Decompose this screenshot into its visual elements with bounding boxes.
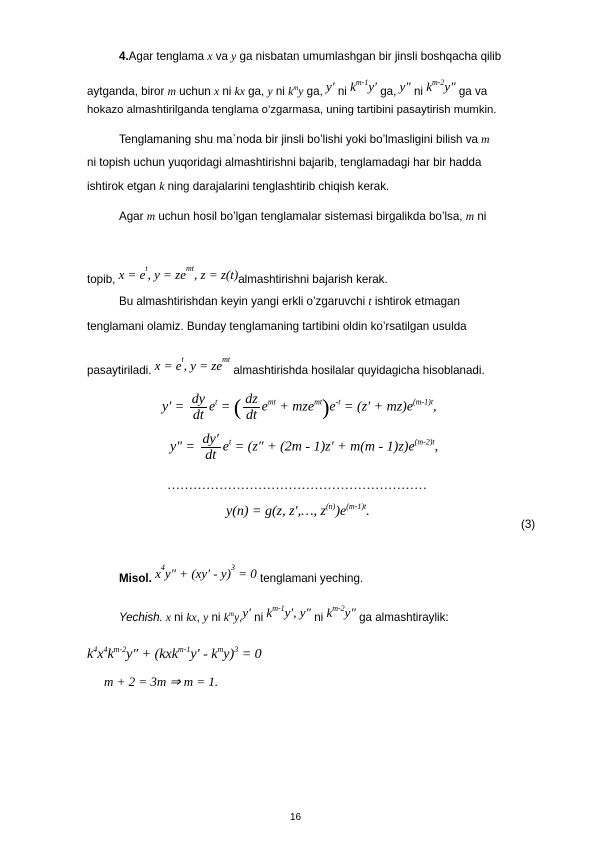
sup: mt <box>222 355 231 364</box>
eq-term: , <box>433 399 437 415</box>
eq-term: y′ - k <box>190 647 218 662</box>
var-y: y <box>203 611 209 624</box>
text: aytganda, biror <box>87 85 168 98</box>
sup: m-2 <box>431 78 445 87</box>
text: ni <box>310 611 327 624</box>
denominator: dt <box>192 408 204 423</box>
sup: (m-2)t <box>414 437 435 447</box>
var-y-double-prime: y″ <box>444 79 456 94</box>
paragraph-1-line-1 <box>119 50 501 64</box>
eq-term: = 0 <box>238 647 262 662</box>
text: topib, <box>87 273 119 286</box>
eq-term: e <box>208 399 216 415</box>
sup: t <box>215 397 218 407</box>
sup: mt <box>267 397 276 407</box>
sup: t <box>145 264 148 273</box>
paragraph-4-line-2: tenglamani olamiz. Bunday tenglamaning tartibini oldin ko’rsatilgan usulda <box>87 320 467 333</box>
var-k: k <box>326 605 333 620</box>
fraction <box>201 432 221 463</box>
eq-term: e <box>261 399 268 415</box>
paragraph-2-line-1 <box>119 133 490 147</box>
equation-1 <box>162 392 437 423</box>
formula: x = e <box>118 267 146 282</box>
formula: x = e <box>154 358 182 373</box>
sup: 4 <box>93 645 98 654</box>
text: , <box>239 611 243 624</box>
var-m: m <box>167 85 176 98</box>
text: ni <box>170 611 187 624</box>
sup: (n) <box>326 502 336 511</box>
sup: m <box>228 610 234 618</box>
sup: (m-1)t <box>413 397 434 407</box>
paragraph-4-line-3 <box>87 353 485 378</box>
var-k: k <box>288 85 294 98</box>
denominator: dt <box>205 448 217 463</box>
eq-lhs: y′ = <box>162 399 185 415</box>
text: ni <box>272 85 289 98</box>
text: ga nisbatan umumlashgan bir jinsli boshqacha qilib <box>236 50 502 63</box>
sup: m-2 <box>332 604 345 613</box>
var-k: k <box>350 79 356 94</box>
sup: mt <box>314 397 323 407</box>
example-line <box>119 561 363 586</box>
paragraph-2-line-2: ni topish uchun yuqoridagi almashtirishni bajarib, tenglamadagi har bir hadda <box>87 156 482 169</box>
equation-3 <box>226 502 370 520</box>
paragraph-1-line-3: hokazo almashtirilganda tenglama o’zgarmasa, uning tartibini pasaytirish mumkin. <box>87 104 497 116</box>
text: Bu almashtirishdan keyin yangi erkli o’zgaruvchi <box>119 295 369 308</box>
var-y-prime: y′ <box>242 605 251 620</box>
text: ga va <box>455 85 488 98</box>
example-label: Misol. <box>119 572 152 585</box>
eq-term: . <box>366 504 370 519</box>
paragraph-3-line-1 <box>119 210 486 224</box>
fraction <box>190 392 207 423</box>
eq-term: y) <box>223 647 235 662</box>
text: pasaytiriladi. <box>87 364 155 377</box>
sup: (m-1)t <box>346 502 367 511</box>
equation-number: (3) <box>521 518 536 531</box>
formula: , z = z(t) <box>194 267 239 282</box>
sup: 4 <box>160 563 165 572</box>
solution-line <box>119 602 449 625</box>
var-y-double-prime: y″ <box>344 605 356 620</box>
sup: m <box>217 645 224 654</box>
var-y-prime: y′, <box>284 605 300 620</box>
text: uchun <box>175 85 214 98</box>
eq-term: + mze <box>275 399 315 415</box>
text: ga, <box>244 85 268 98</box>
eq-term: y″ + (kxk <box>126 647 178 662</box>
eq-term: = (z′ + mz)e <box>340 399 414 415</box>
var-y-double-prime: y″ <box>299 605 311 620</box>
formula: = 0 <box>234 566 257 581</box>
text: ni <box>334 85 351 98</box>
var-kx: kx <box>234 85 245 98</box>
var-x: x <box>207 50 213 63</box>
formula: x <box>155 566 161 581</box>
text: ga almashtiraylik: <box>355 611 449 624</box>
sup: mt <box>186 264 195 273</box>
numerator: dy <box>191 392 205 407</box>
var-k: k <box>266 605 273 620</box>
sup: t <box>181 355 184 364</box>
eq-term: x <box>97 647 104 662</box>
eq-term: = (z″ + (2m - 1)z′ + m(m - 1)z)e <box>231 439 415 455</box>
text: ga, <box>376 85 400 98</box>
var-x: x <box>213 85 220 98</box>
sup: t <box>229 437 232 447</box>
eq-term: , <box>434 439 439 455</box>
var-m: m <box>146 210 156 223</box>
text: Agar <box>119 210 147 223</box>
text: , <box>196 611 204 624</box>
sup: m <box>293 84 299 92</box>
sup: 4 <box>103 645 108 654</box>
text: ishtirok etmagan <box>371 295 460 308</box>
equation-4 <box>87 645 262 663</box>
eq-term: k <box>107 647 114 662</box>
equation-5: m + 2 = 3m ⇒ m = 1. <box>104 674 219 689</box>
var-y: y <box>267 85 273 98</box>
sup: 3 <box>234 645 239 654</box>
denominator: dt <box>245 408 257 423</box>
var-y-prime: y′ <box>368 79 377 94</box>
text: ni <box>250 611 267 624</box>
formula: , y = ze <box>183 358 223 373</box>
formula: , y = ze <box>147 267 187 282</box>
paragraph-1-line-2 <box>87 76 487 99</box>
text: va <box>212 50 232 63</box>
sup: m-1 <box>355 78 369 87</box>
text: ning darajalarini tenglashtirib chiqish kerak. <box>164 180 390 193</box>
var-y-double-prime: y″ <box>399 79 411 94</box>
equation-2 <box>170 432 438 463</box>
eq-term: k <box>87 647 94 662</box>
var-k: k <box>223 611 229 624</box>
fraction <box>243 392 259 423</box>
text: ni <box>219 85 235 98</box>
paren-open: ( <box>233 394 242 420</box>
paragraph-3-line-2 <box>87 262 388 287</box>
var-x: x <box>162 611 171 624</box>
text: ni <box>474 210 487 223</box>
var-kx: kx <box>186 611 197 624</box>
paren-close: ) <box>322 394 330 420</box>
var-k: k <box>426 79 432 94</box>
sup: 3 <box>230 563 235 572</box>
text: almashtirishda hosilalar quyidagicha hisoblanadi. <box>230 364 485 377</box>
sup: m-1 <box>272 604 285 613</box>
dots-line: …………………………………………………… <box>167 477 427 492</box>
var-y: y <box>233 611 240 624</box>
paragraph-4-line-1 <box>119 295 460 309</box>
text: ni <box>410 85 427 98</box>
eq-term: e <box>329 399 336 415</box>
numerator: dy′ <box>202 432 219 447</box>
page-number: 16 <box>290 812 302 823</box>
formula: y″ + (xy′ - y) <box>164 566 231 581</box>
numerator: dz <box>245 392 258 407</box>
eq-term: e <box>222 439 229 455</box>
var-t: t <box>368 295 372 308</box>
var-m: m <box>465 210 475 223</box>
item-number: 4. <box>119 50 129 63</box>
text: almashtirishni bajarish kerak. <box>238 273 388 286</box>
var-y: y <box>231 50 237 63</box>
eq-lhs: y(n) = g(z, z′,…, z <box>226 504 327 519</box>
text: ishtirok etgan <box>87 180 160 193</box>
text: ni <box>208 611 224 624</box>
text: tenglamani yeching. <box>256 572 364 585</box>
var-k: k <box>159 180 165 193</box>
eq-lhs: y″ = <box>170 439 195 455</box>
eq-term: )e <box>335 504 347 519</box>
sup: -t <box>335 397 341 407</box>
var-y: y <box>298 85 304 98</box>
paragraph-2-line-3 <box>87 180 389 194</box>
sup: m-2 <box>113 645 127 654</box>
sup: m-1 <box>177 645 191 654</box>
var-m: m <box>481 133 490 146</box>
text: Agar tenglama <box>128 50 208 63</box>
solution-label: Yechish. <box>119 611 163 624</box>
var-y-prime: y′ <box>326 79 335 94</box>
text: uchun hosil bo’lgan tenglamalar sistemasi birgalikda bo’lsa, <box>155 210 466 223</box>
text: ga, <box>303 85 327 98</box>
eq-sign: = <box>220 399 231 415</box>
text: Tenglamaning shu ma`noda bir jinsli bo’lishi yoki bo’lmasligini bilish va <box>119 133 482 146</box>
